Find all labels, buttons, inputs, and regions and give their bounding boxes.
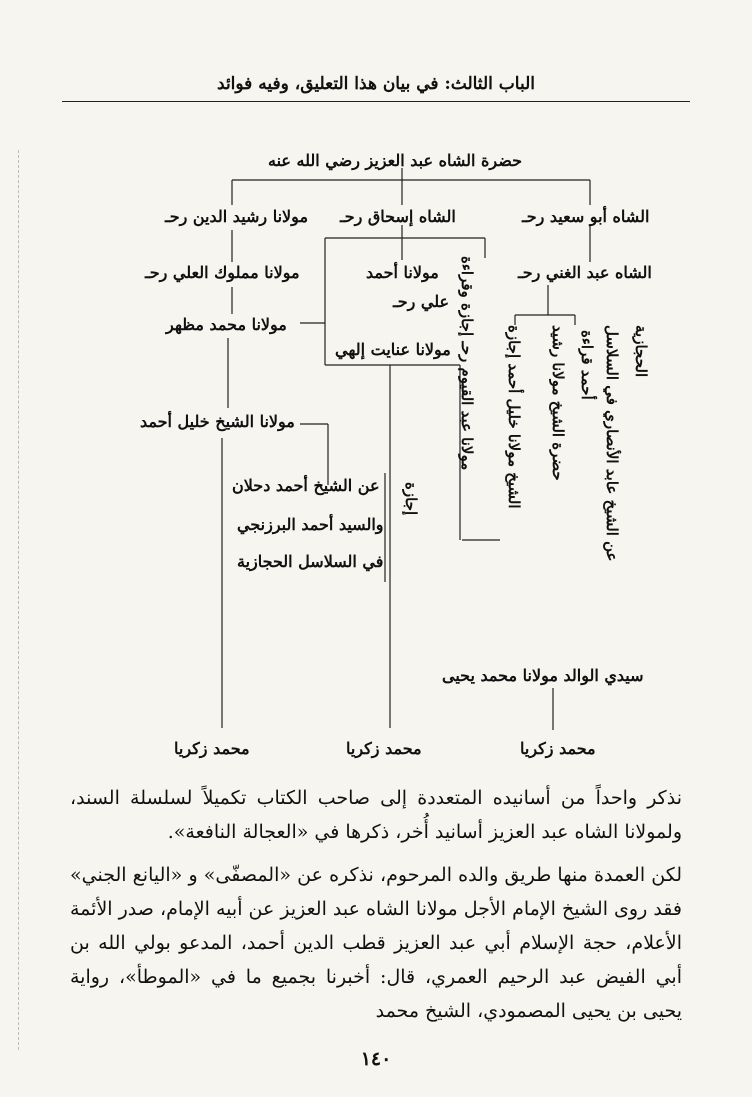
root-name: حضرة الشاه عبد العزيز رضي الله عنه <box>268 151 522 170</box>
dahlan-line1: عن الشيخ أحمد دحلان <box>232 476 380 495</box>
mazhar-name: مولانا محمد مظهر <box>166 315 287 334</box>
ijaza-label: إجازة <box>402 482 420 516</box>
paragraph-1: نذكر واحداً من أسانيده المتعددة إلى صاحب الكتاب تكميلاً لسلسلة السند، ولمولانا الشاه عبد العزيز أسانيد أُخر، ذكرها في «العجالة النافعة». <box>70 787 682 843</box>
rasheed-uddin-name: مولانا رشيد الدين رحـ <box>165 207 309 226</box>
khalil-ijaza-label: الشيخ مولانا خليل أحمد إجازة <box>505 325 523 509</box>
abid-line2: الحجازية <box>632 325 650 378</box>
khalil-ahmad-name: مولانا الشيخ خليل أحمد <box>140 412 295 431</box>
paragraph-2: لكن العمدة منها طريق والده المرحوم، نذكره عن «المصفّى» و «اليانع الجني» فقد روى الشيخ الإمام الأجل مولانا الشاه عبد العزيز عن أبيه الإمام، صدر الأئمة الأعلام، حجة الإسلام أبي عبد العزيز قطب الدين أحمد، المدعو بولي الله بن أبي الفيض عبد الرحيم العمري، قال: أخبرنا بجميع ما في «الموطأ»، رواية يحيى بن يحيى المصمودي، الشيخ محمد <box>70 864 682 1022</box>
mamluk-name: مولانا مملوك العلي رحـ <box>145 263 300 282</box>
page-number: ١٤٠ <box>360 1048 392 1070</box>
abu-saeed-name: الشاه أبو سعيد رحـ <box>522 207 650 226</box>
abdul-ghani-name: الشاه عبد الغني رحـ <box>518 263 652 282</box>
rasheed-line2: أحمد قراءة <box>578 330 596 400</box>
ahmad-ali-line2: علي رحـ <box>393 292 450 311</box>
inayat-name: مولانا عنايت إلهي <box>335 340 451 359</box>
zakariya-right: محمد زكريا <box>520 739 596 758</box>
ishaq-name: الشاه إسحاق رحـ <box>340 207 456 226</box>
dahlan-line3: في السلاسل الحجازية <box>237 552 384 571</box>
chapter-header: الباب الثالث: في بيان هذا التعليق، وفيه فوائد <box>217 74 535 94</box>
zakariya-middle: محمد زكريا <box>346 739 422 758</box>
ahmad-ali-line1: مولانا أحمد <box>366 263 439 282</box>
zakariya-left: محمد زكريا <box>174 739 250 758</box>
rasheed-line1: حضرة الشيخ مولانا رشيد <box>549 325 567 481</box>
abdul-qayyum-label: مولانا عبد القيوم رحـ إجازة وقراءة <box>458 256 476 471</box>
abid-line1: عن الشيخ عابد الأنصاري في السلاسل <box>603 325 621 562</box>
dahlan-line2: والسيد أحمد البرزنجي <box>237 515 384 534</box>
walid-name: سيدي الوالد مولانا محمد يحيى <box>442 666 644 685</box>
